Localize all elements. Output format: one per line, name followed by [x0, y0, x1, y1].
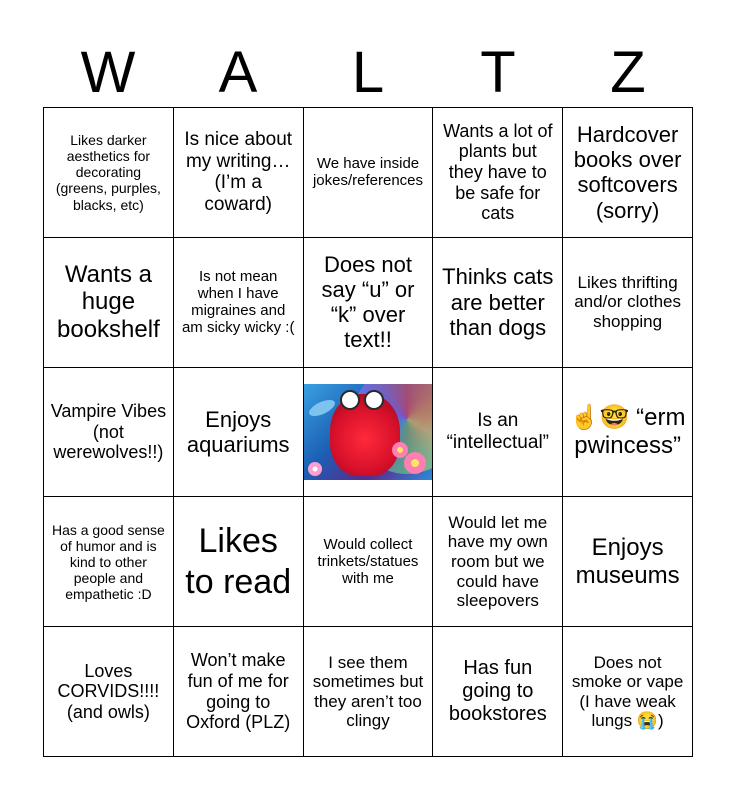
header-letter-a: A [218, 40, 258, 105]
cell-text: I see them sometimes but they aren’t too clingy [312, 652, 424, 731]
cell-text: Enjoys aquariums [186, 406, 290, 457]
cell-text: ☝️🤓 “erm pwincess” [569, 404, 686, 459]
cell-text: Does not smoke or vape (I have weak lungs 😭) [571, 652, 684, 731]
bingo-cell[interactable] [174, 627, 304, 757]
cell-text: Enjoys museums [575, 534, 680, 589]
cell-text: Has fun going to bookstores [448, 657, 547, 726]
bingo-cell[interactable] [563, 238, 693, 368]
bingo-cell[interactable] [304, 108, 434, 238]
cell-text: Has a good sense of humor and is kind to other people and empathetic :D [51, 521, 165, 602]
bingo-cell[interactable] [304, 497, 434, 627]
cell-text: Is nice about my writing…(I’m a coward) [184, 128, 293, 216]
bingo-cell[interactable] [433, 497, 563, 627]
bingo-cell[interactable] [44, 238, 174, 368]
bingo-cell[interactable] [44, 108, 174, 238]
cell-text: Does not say “u” or “k” over text!! [321, 251, 415, 353]
cell-text: Hardcover books over softcovers (sorry) [573, 121, 682, 223]
header-letter-z: Z [610, 40, 646, 105]
cell-text: Loves CORVIDS!!!! (and owls) [57, 660, 160, 722]
bingo-cell[interactable] [174, 108, 304, 238]
free-space-image [304, 384, 433, 480]
bingo-header [43, 38, 693, 108]
bingo-cell[interactable] [304, 238, 434, 368]
bingo-cell[interactable] [433, 627, 563, 757]
bingo-cell[interactable] [433, 368, 563, 498]
cell-text: Would let me have my own room but we could have sleepovers [447, 512, 548, 611]
bingo-cell[interactable] [174, 497, 304, 627]
bingo-cell[interactable] [433, 108, 563, 238]
bingo-cell[interactable] [44, 627, 174, 757]
cell-text: Would collect trinkets/statues with me [317, 535, 419, 588]
bingo-board [43, 107, 693, 757]
cell-text: Likes to read [185, 521, 292, 601]
cell-text: Likes darker aesthetics for decorating (greens, purples, blacks, etc) [55, 132, 161, 213]
bingo-cell[interactable] [174, 238, 304, 368]
cell-text: Is an “intellectual” [446, 410, 549, 453]
bingo-cell[interactable] [44, 368, 174, 498]
bingo-cell[interactable] [563, 627, 693, 757]
left-eye-shape [340, 390, 360, 410]
bingo-cell[interactable] [174, 368, 304, 498]
bingo-cell[interactable] [44, 497, 174, 627]
bingo-cell[interactable] [563, 368, 693, 498]
header-letter-l: L [351, 40, 385, 105]
cell-text: Is not mean when I have migraines and am sicky wicky :( [181, 267, 295, 337]
cell-text: We have inside jokes/references [312, 155, 424, 190]
right-eye-shape [364, 390, 384, 410]
bingo-cell[interactable] [304, 627, 434, 757]
flower-shape [308, 462, 322, 476]
cell-text: Thinks cats are better than dogs [442, 264, 554, 340]
bingo-cell[interactable] [563, 497, 693, 627]
cell-text: Vampire Vibes (not werewolves!!) [50, 400, 167, 463]
bingo-cell[interactable] [433, 238, 563, 368]
red-creature-shape [330, 394, 400, 476]
free-space-cell[interactable] [304, 368, 434, 498]
header-letter-w: W [80, 40, 136, 105]
cell-text: Likes thrifting and/or clothes shopping [574, 272, 681, 331]
bingo-cell[interactable] [563, 108, 693, 238]
cell-text: Wants a huge bookshelf [57, 260, 160, 343]
cell-text: Won’t make fun of me for going to Oxford (PLZ) [186, 650, 291, 733]
header-letter-t: T [480, 40, 516, 105]
cell-text: Wants a lot of plants but they have to be safe for cats [443, 120, 553, 224]
